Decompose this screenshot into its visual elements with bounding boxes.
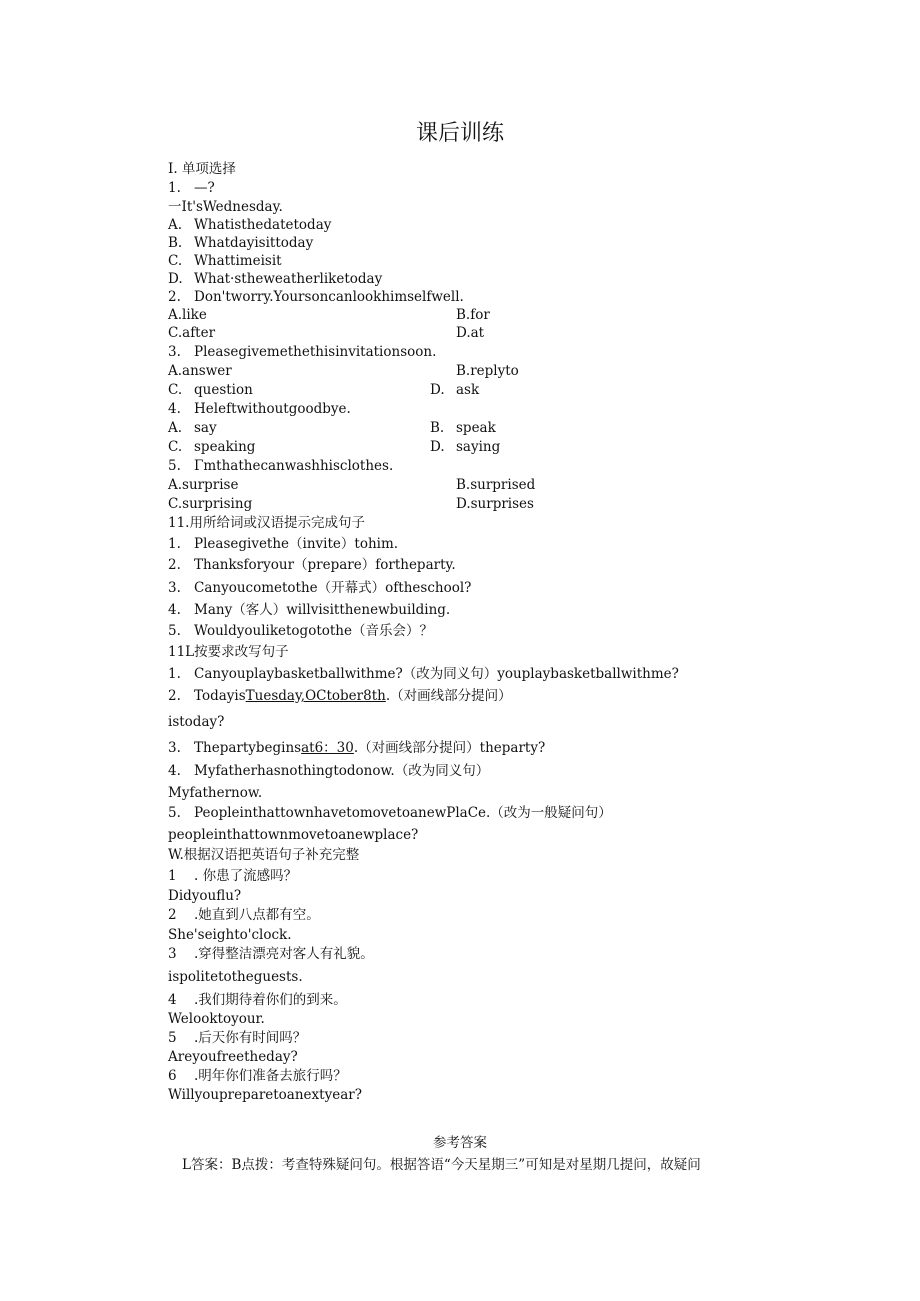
q2-stem [168, 289, 464, 305]
page-title: 课后训练 [415, 121, 504, 146]
section-2-heading: 11.用所给词或汉语提示完成句子 [168, 515, 365, 531]
s3-item-2 [168, 688, 512, 704]
item-number: 4. [168, 763, 181, 779]
option-letter: A. [168, 420, 183, 436]
item-number: 1 [168, 868, 177, 884]
item-number: 3. [168, 580, 181, 596]
q1-stem [168, 180, 215, 196]
q5-option-c: C.surprising [168, 496, 253, 512]
s3-item-4 [168, 763, 489, 779]
item-number: 3. [168, 740, 181, 756]
q1-text: —? [194, 180, 215, 196]
item-number: 2. [168, 688, 181, 704]
item-number: 2. [168, 557, 181, 573]
item-number: 5. [168, 805, 181, 821]
item-text: Canyoucometothe（开幕式）oftheschool? [194, 580, 472, 596]
s2-item-4 [168, 602, 450, 618]
item-chinese: . 你患了流感吗？ [194, 868, 298, 884]
item-text: Canyouplaybasketballwithme?（改为同义句）youplaybasketballwithme? [194, 666, 679, 682]
underlined-text: at6：30 [301, 740, 354, 756]
option-text: question [194, 382, 253, 398]
item-instruction: .（对画线部分提问） [385, 688, 512, 704]
item-chinese: .我们期待着你们的到来。 [194, 992, 347, 1008]
item-text: Many（客人）willvisitthenewbuilding. [194, 602, 451, 618]
q5-stem [168, 458, 393, 474]
item-chinese: .后天你有时间吗？ [194, 1030, 307, 1046]
item-number: 6 [168, 1068, 177, 1084]
q5-number: 5. [168, 458, 181, 474]
option-letter: C. [168, 439, 183, 455]
s4-item-3-cn [168, 946, 374, 962]
s2-item-5 [168, 623, 433, 639]
answer-line-1: L答案：B点拨：考查特殊疑问句。根据答语“今天星期三”可知是对星期几提问，故疑问 [182, 1157, 701, 1173]
item-text: Pleasegivethe（invite）tohim. [194, 536, 399, 552]
item-instruction: .（对画线部分提问）theparty? [353, 740, 546, 756]
option-text: speaking [194, 439, 256, 455]
q5-option-a: A.surprise [168, 477, 239, 493]
item-number: 2 [168, 907, 177, 923]
option-letter: C. [168, 253, 183, 269]
option-text: Whattimeisit [194, 253, 282, 269]
s2-item-3 [168, 580, 471, 596]
q3-option-a: A.answer [168, 363, 232, 379]
item-number: 5. [168, 623, 181, 639]
q4-text: Heleftwithoutgoodbye. [194, 401, 351, 417]
underlined-text: Tuesday,OCtober8th [245, 688, 386, 704]
q4-option-d [430, 439, 500, 455]
option-letter: B. [168, 235, 183, 251]
s3-item-2-answer: istoday? [168, 714, 225, 730]
q4-number: 4. [168, 401, 181, 417]
s4-item-1-en: Didyouflu? [168, 888, 242, 904]
q1-option-c [168, 253, 282, 269]
item-chinese: .她直到八点都有空。 [194, 907, 320, 923]
item-chinese: .明年你们准备去旅行吗？ [194, 1068, 347, 1084]
answers-title: 参考答案 [433, 1135, 487, 1151]
option-letter: D. [168, 271, 183, 287]
q4-option-a [168, 420, 217, 436]
item-text-plain: Todayis [194, 688, 246, 704]
s4-item-3-en: ispolitetotheguests. [168, 969, 303, 985]
s3-item-1 [168, 666, 679, 682]
q1-number: 1. [168, 180, 181, 196]
s4-item-6-cn [168, 1068, 347, 1084]
item-number: 1. [168, 536, 181, 552]
item-text-plain: Thepartybegins [194, 740, 302, 756]
q3-option-d [430, 382, 479, 398]
option-text: What·stheweatherliketoday [194, 271, 383, 287]
s4-item-1-cn [168, 868, 297, 884]
q4-option-b [430, 420, 496, 436]
s3-item-3 [168, 740, 545, 756]
item-text: Myfatherhasnothingtodonow.（改为同义句） [194, 763, 490, 779]
s4-item-4-en: Welooktoyour. [168, 1011, 265, 1027]
q1-option-a [168, 217, 331, 233]
q4-option-c [168, 439, 255, 455]
q2-option-b: B.for [456, 307, 490, 323]
s4-item-2-en: She'seighto'clock. [168, 927, 292, 943]
s3-item-5 [168, 805, 612, 821]
q2-option-d: D.at [456, 325, 485, 341]
option-letter: B. [430, 420, 445, 436]
s2-item-2 [168, 557, 456, 573]
item-text: PeopleinthattownhavetomovetoanewPlaCe.（改为一般疑问句） [194, 805, 612, 821]
s4-item-5-cn [168, 1030, 306, 1046]
item-number: 3 [168, 946, 177, 962]
s3-item-4-answer: Myfathernow. [168, 785, 263, 801]
option-text: say [194, 420, 217, 436]
option-letter: D. [430, 382, 445, 398]
option-text: speak [456, 420, 496, 436]
item-number: 4. [168, 602, 181, 618]
item-chinese: .穿得整洁漂亮对客人有礼貌。 [194, 946, 374, 962]
q3-number: 3. [168, 344, 181, 360]
s3-item-5-answer: peopleinthattownmovetoanewplace? [168, 827, 419, 843]
q2-text: Don'tworry.Yoursoncanlookhimselfwell. [194, 289, 464, 305]
option-text: Whatisthedatetoday [194, 217, 332, 233]
q2-number: 2. [168, 289, 181, 305]
q5-option-d: D.surprises [456, 496, 534, 512]
q2-option-c: C.after [168, 325, 216, 341]
q3-option-c [168, 382, 253, 398]
section-3-heading: 11L按要求改写句子 [168, 644, 289, 660]
item-number: 5 [168, 1030, 177, 1046]
q1-option-b [168, 235, 313, 251]
item-text: Thanksforyour（prepare）fortheparty. [194, 557, 456, 573]
s4-item-6-en: Willyoupreparetoanextyear? [168, 1087, 362, 1103]
q1-reply: 一It'sWednesday. [168, 199, 283, 215]
q3-text: Pleasegivemethethisinvitationsoon. [194, 344, 437, 360]
option-text: saying [456, 439, 501, 455]
item-text: Wouldyouliketogotothe（音乐会）？ [194, 623, 433, 639]
q3-stem [168, 344, 436, 360]
q3-option-b: B.replyto [456, 363, 519, 379]
s2-item-1 [168, 536, 398, 552]
section-1-heading: I. 单项选择 [168, 161, 236, 177]
option-letter: D. [430, 439, 445, 455]
item-number: 4 [168, 992, 177, 1008]
item-number: 1. [168, 666, 181, 682]
q2-option-a: A.like [168, 307, 207, 323]
option-letter: C. [168, 382, 183, 398]
s4-item-2-cn [168, 907, 320, 923]
section-4-heading: W.根据汉语把英语句子补充完整 [168, 847, 360, 863]
s4-item-4-cn [168, 992, 347, 1008]
option-letter: A. [168, 217, 183, 233]
q4-stem [168, 401, 351, 417]
q5-text: Γmthathecanwashhisclothes. [194, 458, 394, 474]
option-text: ask [456, 382, 480, 398]
q5-option-b: B.surprised [456, 477, 536, 493]
option-text: Whatdayisittoday [194, 235, 314, 251]
q1-option-d [168, 271, 382, 287]
s4-item-5-en: Areyoufreetheday? [168, 1049, 298, 1065]
